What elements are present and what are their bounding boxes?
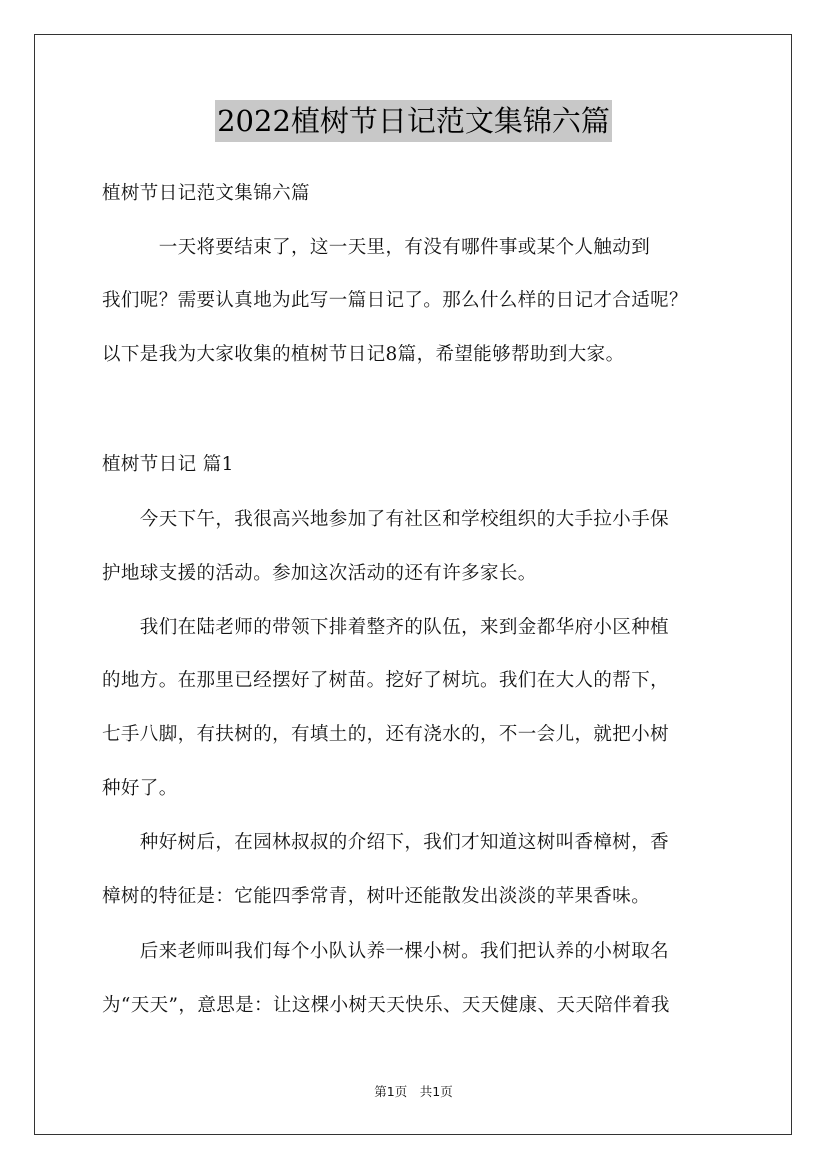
paragraph-line: 种好了。 — [102, 778, 178, 799]
paragraph-line: 我们在陆老师的带领下排着整齐的队伍，来到金都华府小区种植 — [102, 617, 670, 638]
subtitle-line: 植树节日记范文集锦六篇 — [102, 183, 310, 204]
page-footer: 第1页 共1页 — [374, 1084, 453, 1099]
paragraph-line: 为“天天”，意思是：让这棵小树天天快乐、天天健康、天天陪伴着我 — [102, 995, 670, 1016]
paragraph-line: 今天下午，我很高兴地参加了有社区和学校组织的大手拉小手保 — [102, 509, 670, 530]
document-title: 2022植树节日记范文集锦六篇 — [215, 100, 612, 142]
paragraph-line: 樟树的特征是：它能四季常青，树叶还能散发出淡淡的苹果香味。 — [102, 886, 651, 907]
paragraph-line: 种好树后，在园林叔叔的介绍下，我们才知道这树叫香樟树，香 — [102, 832, 670, 853]
paragraph-line: 一天将要结束了，这一天里，有没有哪件事或某个人触动到 — [102, 237, 651, 258]
paragraph-line: 的地方。在那里已经摆好了树苗。挖好了树坑。我们在大人的帮下， — [102, 670, 670, 691]
paragraph-line: 我们呢？需要认真地为此写一篇日记了。那么什么样的日记才合适呢？ — [102, 290, 688, 311]
paragraph-line: 后来老师叫我们每个小队认养一棵小树。我们把认养的小树取名 — [102, 941, 670, 962]
paragraph-line: 以下是我为大家收集的植树节日记8篇，希望能够帮助到大家。 — [102, 344, 625, 365]
paragraph-line: 护地球支援的活动。参加这次活动的还有许多家长。 — [102, 563, 537, 584]
title-container — [0, 100, 827, 142]
paragraph-line: 七手八脚，有扶树的，有填土的，还有浇水的，不一会儿，就把小树 — [102, 724, 670, 745]
section-heading: 植树节日记 篇1 — [102, 454, 234, 475]
